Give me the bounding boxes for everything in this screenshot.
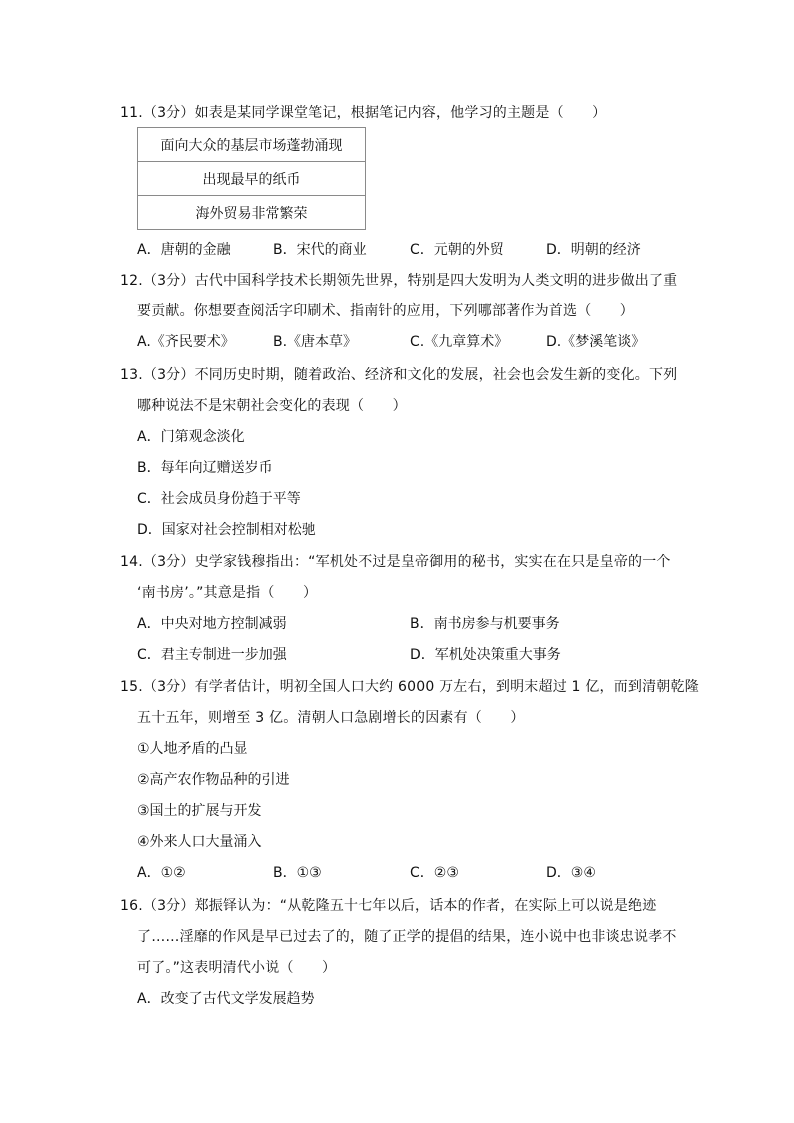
q13-option-c[interactable]: C．社会成员身份趋于平等	[137, 491, 301, 507]
q14-option-d[interactable]: D．军机处决策重大事务	[410, 647, 561, 663]
q14-option-b[interactable]: B．南书房参与机要事务	[410, 616, 560, 632]
q13-option-d[interactable]: D．国家对社会控制相对松驰	[137, 522, 316, 538]
question-12-stem-line1: 12.（3分）古代中国科学技术长期领先世界，特别是四大发明为人类文明的进步做出了重	[120, 273, 678, 289]
table-row: 出现最早的纸币	[138, 162, 366, 196]
q12-option-b[interactable]: B.《唐本草》	[273, 334, 358, 350]
q12-option-c[interactable]: C.《九章算术》	[410, 334, 509, 350]
q14-option-c[interactable]: C．君主专制进一步加强	[137, 647, 287, 663]
q15-option-a[interactable]: A．①②	[137, 865, 186, 881]
q15-option-d[interactable]: D．③④	[546, 865, 596, 881]
class-notes-table	[137, 127, 366, 230]
question-15-stem-line2: 五十五年，则增至 3 亿。清朝人口急剧增长的因素有（ ）	[137, 710, 525, 726]
q15-option-b[interactable]: B．①③	[273, 865, 322, 881]
question-13-stem-line2: 哪种说法不是宋朝社会变化的表现（ ）	[137, 398, 407, 414]
question-13-stem-line1: 13.（3分）不同历史时期，随着政治、经济和文化的发展，社会也会发生新的变化。下列	[120, 367, 678, 383]
question-14-stem-line2: ‘南书房’。”其意是指（ ）	[137, 585, 318, 601]
question-16-stem-line3: 可了。”这表明清代小说（ ）	[137, 960, 337, 976]
q15-item-4: ④外来人口大量涌入	[137, 834, 262, 850]
q12-option-d[interactable]: D.《梦溪笔谈》	[546, 334, 646, 350]
table-row: 海外贸易非常繁荣	[138, 196, 366, 230]
q15-option-c[interactable]: C．②③	[410, 865, 459, 881]
q15-item-2: ②高产农作物品种的引进	[137, 772, 290, 788]
q15-item-1: ①人地矛盾的凸显	[137, 741, 248, 757]
q11-option-a[interactable]: A．唐朝的金融	[137, 242, 231, 258]
q16-option-a[interactable]: A．改变了古代文学发展趋势	[137, 991, 315, 1007]
q15-item-3: ③国土的扩展与开发	[137, 803, 262, 819]
question-16-stem-line2: 了……淫靡的作风是早已过去了的，随了正学的提倡的结果，连小说中也非谈忠说孝不	[137, 929, 677, 945]
question-14-stem-line1: 14.（3分）史学家钱穆指出：“军机处不过是皇帝御用的秘书，实实在在只是皇帝的一个	[120, 554, 671, 570]
q13-option-a[interactable]: A．门第观念淡化	[137, 429, 245, 445]
question-15-stem-line1: 15.（3分）有学者估计，明初全国人口大约 6000 万左右，到明末超过 1 亿，而到清朝乾隆	[120, 679, 699, 695]
question-11-stem: 11.（3分）如表是某同学课堂笔记，根据笔记内容，他学习的主题是（ ）	[120, 105, 607, 121]
question-12-stem-line2: 要贡献。你想要查阅活字印刷术、指南针的应用，下列哪部著作为首选（ ）	[137, 303, 634, 319]
q11-option-c[interactable]: C．元朝的外贸	[410, 242, 504, 258]
q14-option-a[interactable]: A．中央对地方控制减弱	[137, 616, 287, 632]
q12-option-a[interactable]: A.《齐民要术》	[137, 334, 235, 350]
question-16-stem-line1: 16.（3分）郑振铎认为：“从乾隆五十七年以后，话本的作者，在实际上可以说是绝迹	[120, 898, 657, 914]
table-row: 面向大众的基层市场蓬勃涌现	[138, 128, 366, 162]
q11-option-b[interactable]: B．宋代的商业	[273, 242, 367, 258]
q13-option-b[interactable]: B．每年向辽赠送岁币	[137, 460, 273, 476]
q11-option-d[interactable]: D．明朝的经济	[546, 242, 641, 258]
